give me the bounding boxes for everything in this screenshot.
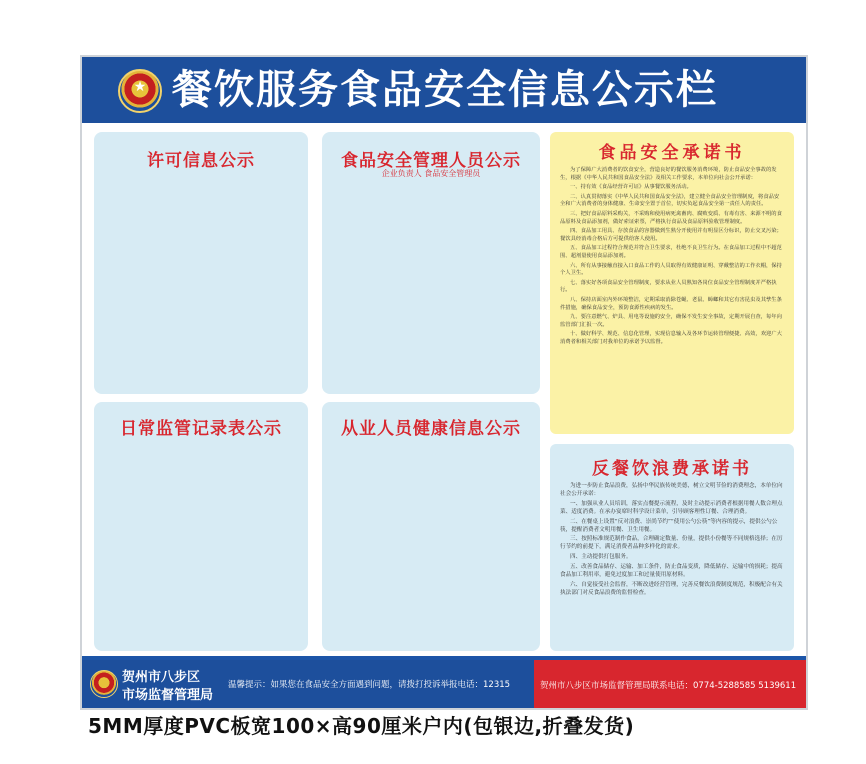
anti-waste-paragraph: 二、在餐桌上设置“反对浪费、崇尚节约”“使用公勺公筷”等内容的提示，提供公勺公筷，提醒消费者文明用餐、卫生用餐。 <box>560 518 778 533</box>
org-name-line2: 市场监督管理局 <box>122 688 214 703</box>
panel-inspection-records <box>94 402 308 651</box>
pledge-paragraph: 六、所有从事接触直接入口食品工作的人员取得有效健康证明、穿戴整洁的工作衣帽，保持个人卫生。 <box>560 262 782 277</box>
pledge-paragraph: 五、食品加工过程符合规范并符合卫生要求，杜绝不良卫生行为。在食品加工过程中不超范围、超剂量使用食品添加剂。 <box>560 245 782 259</box>
footer-left <box>82 660 534 708</box>
panel-inspection-records-title: 日常监管记录表公示 <box>120 419 282 439</box>
anti-waste-panel <box>550 444 794 651</box>
pledge-paragraph: 七、落实好各项食品安全管理制度，要求从业人员熟知各岗位食品安全管理制度并严格执行。 <box>560 279 777 294</box>
board-content <box>82 126 806 656</box>
anti-waste-title: 反餐饮浪费承诺书 <box>592 459 752 479</box>
complaint-hotline-notice: 温馨提示：如果您在食品安全方面遇到问题，请拨打投诉举报电话：12315 <box>228 680 511 690</box>
panel-license <box>94 132 308 394</box>
pledge-paragraph: 二、认真贯彻落实《中华人民共和国食品安全法》，建立健全食品安全管理制度，将食品安全和广大消费者的身体健康、生命安全置于首位，切实负起食品安全第一责任人的责任。 <box>560 193 780 208</box>
pledge-paragraph: 八、保持店面室内外环境整洁，定期采取消除苍蝇、老鼠、蟑螂和其它有害昆虫及其孳生条件措施，确保食品安全，预防食源性疾病的发生。 <box>560 296 782 311</box>
footer-right <box>534 660 806 708</box>
pledge-paragraph: 十、做好科学、规范、信息化管理，实现信息输入及各环节运转管理便捷、高效，欢迎广大消费者和相关部门对我单位的承诺予以监督。 <box>560 331 782 345</box>
pledge-title: 食品安全承诺书 <box>598 143 746 163</box>
anti-waste-paragraph: 六、自觉接受社会监督，不断改进经营管理，完善反餐饮浪费制度规范，积极配合有关执法部门对反食品浪费的监督检查。 <box>560 581 783 596</box>
org-name-line1: 贺州市八步区 <box>122 670 201 685</box>
pledge-paragraph: 三、把好食品原料采购关，不采购和使用病死禽畜肉、腐败变质、有毒有害、来源不明的食品原料及食品添加剂，做好索证索票，严格执行食品及食品原料验收管理制度。 <box>560 210 782 225</box>
pledge-paragraph: 一、持有效《食品经营许可证》从事餐饮服务活动。 <box>570 184 692 191</box>
anti-waste-paragraph: 一、加强从业人员培训，落实点餐提示流程，及时主动提示消费者根据用餐人数合理点菜、适度消费。在承办宴席时科学设计菜单，引导顾客理性订餐、合理消费。 <box>560 500 783 515</box>
anti-waste-paragraph: 四、主动提供打包服务。 <box>570 554 632 561</box>
pledge-panel <box>550 132 794 434</box>
board-header <box>82 57 806 126</box>
pledge-paragraph: 为了保障广大消费者的饮食安全，营造良好的餐饮服务消费环境，防止食品安全事故的发生，根据《中华人民共和国食品安全法》及相关工作要求，本单位向社会公开承诺： <box>560 167 777 181</box>
panel-safety-managers-subtitle: 企业负责人 食品安全管理员 <box>381 169 481 178</box>
contact-phone: 贺州市八步区市场监督管理局联系电话：0774-5288585 5139611 <box>540 681 797 691</box>
anti-waste-paragraph: 三、按照标准规范制作食品，合理确定数量、份量，提供小份餐等不同规格选择；在厉行节约的前提下，满足消费者品种多样化的需求。 <box>560 536 783 551</box>
board-footer <box>82 660 806 708</box>
panel-safety-managers <box>322 132 540 394</box>
pledge-paragraph: 九、要注意燃气、炉具、用电等设施的安全，确保不发生安全事故，定期开展自查，每年向监管部门汇报一次。 <box>560 314 782 328</box>
anti-waste-body <box>560 483 784 598</box>
anti-waste-paragraph: 为进一步防止食品浪费，弘扬中华民族传统美德，树立文明节俭的消费理念，本单位向社会公开承诺： <box>560 483 783 497</box>
panel-safety-managers-title: 食品安全管理人员公示 <box>341 151 521 171</box>
emblem-icon: ★ <box>118 69 162 113</box>
anti-waste-paragraph: 五、改善食品储存、运输、加工条件，防止食品变质，降低储存、运输中的损耗；提高食品加工利用率，避免过度加工和过量使用原材料。 <box>560 564 783 579</box>
emblem-icon <box>90 670 118 698</box>
panel-health-info <box>322 402 540 651</box>
panel-health-info-title: 从业人员健康信息公示 <box>341 419 521 439</box>
pledge-paragraph: 四、食品加工用具、存放食品的容器做到生熟分开使用并有明显区分标识，防止交叉污染；餐饮具经消毒合格后方可提供给客人使用。 <box>560 228 782 242</box>
board-title: 餐饮服务食品安全信息公示栏 <box>172 67 718 113</box>
panel-license-title: 许可信息公示 <box>147 151 255 171</box>
notice-board <box>80 55 808 710</box>
pledge-body <box>560 167 784 346</box>
product-caption: 5MM厚度PVC板宽100×高90厘米户内(包银边,折叠发货) <box>88 714 635 738</box>
